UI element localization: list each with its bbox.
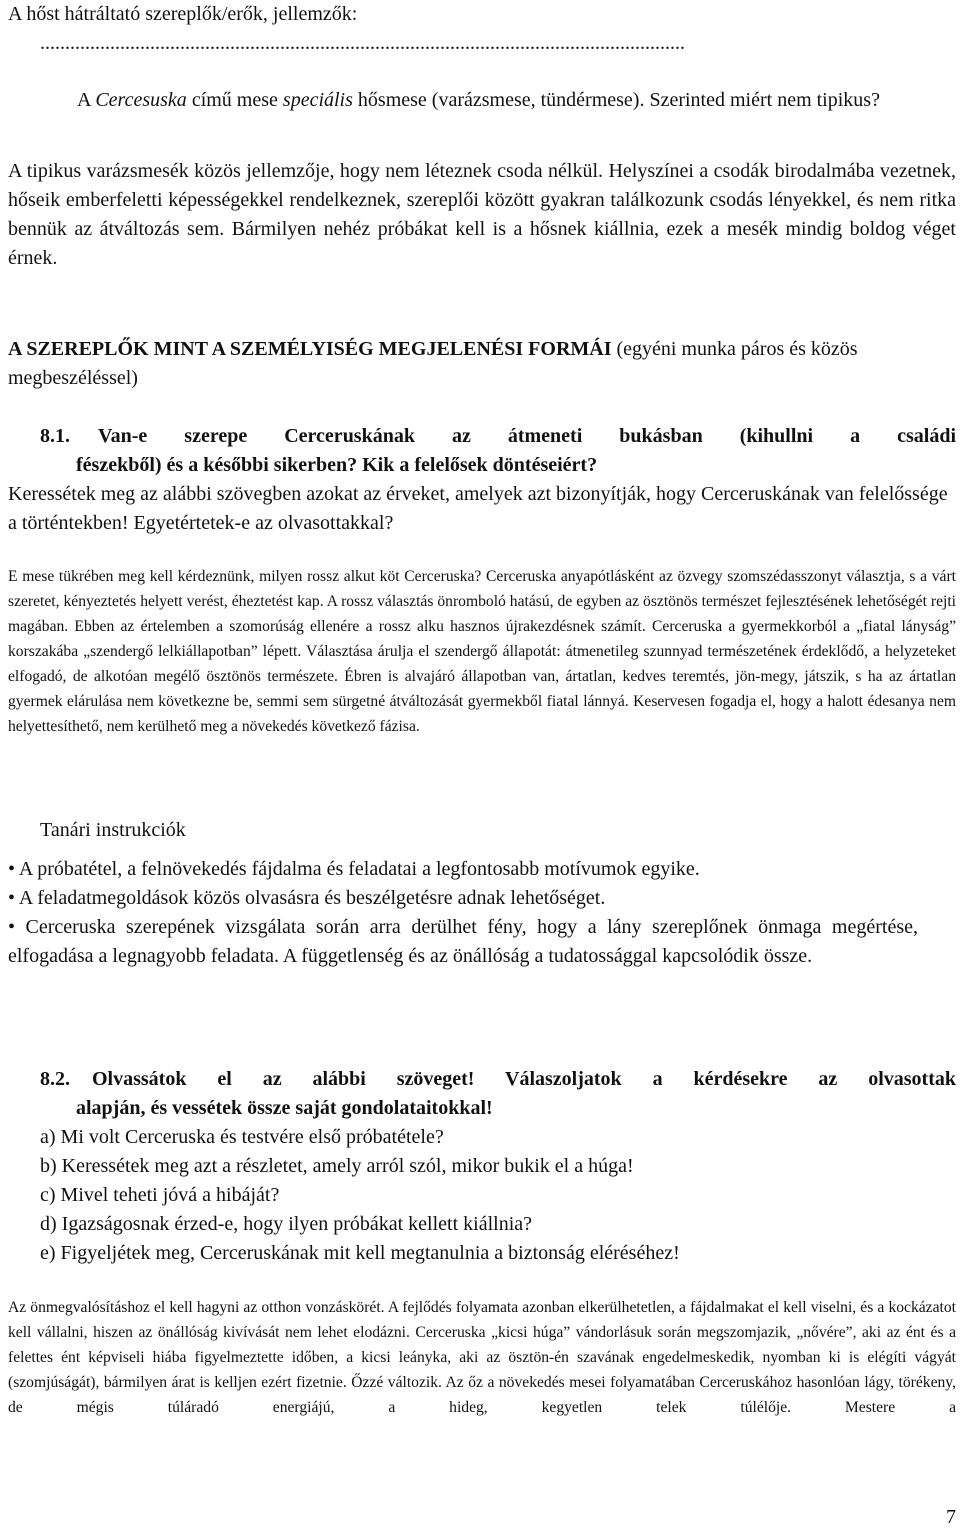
task-8-2-title (40, 1065, 956, 1123)
reading-passage-2: Az önmegvalósításhoz el kell hagyni az otthon vonzáskörét. A fejlődés folyamata azonban elkerülhetetlen, a fájdalmakat el kell viselni, és a kockázatot kell vállalni, hiszen az önállóság kivívását nem lehet elodázni. Cerceruska „kicsi húga” vándorlásuk során megszomjazik, „nővére”, aki az ént és a felettes ént képviseli hiába figyelmeztette időben, a kicsi leányka, aki az ösztön-én szavának engedelmeskedik, nyomban ki is elégíti vágyát (szomjúságát), bármilyen árat is kelljen ezért fizetnie. Őzzé változik. Az őz a növekedés mesei folyamatában Cerceruskához hasonlóan lágy, törékeny, de mégis túláradó energiájú, a hideg, kegyetlen telek túlélője. Mestere a (8, 1299, 956, 1416)
task-8-1-number: 8.1. (40, 425, 70, 447)
section-heading-bold: A SZEREPLŐK MINT A SZEMÉLYISÉG MEGJELENÉSI FORMÁI (8, 338, 612, 360)
question-item: d) Igazságosnak érzed-e, hogy ilyen próbákat kellett kiállnia? (40, 1213, 533, 1235)
special-word: speciális (282, 89, 353, 111)
teacher-instructions-heading: Tanári instrukciók (40, 819, 186, 841)
bullet-marker: • (8, 858, 16, 880)
typical-tales-paragraph: A tipikus varázsmesék közös jellemzője, hogy nem léteznek csoda nélkül. Helyszínei a csodák birodalmába vezetnek, hőseik emberfeletti képességekkel rendelkeznek, szereplői között gyakran találkozunk csodás lényekkel, és nem ritka bennük az átváltozás sem. Bármilyen nehéz próbákat kell is a hősnek kiállnia, ezek a mesék mindig boldog véget érnek. (8, 160, 956, 269)
task-8-2-number: 8.2. (40, 1068, 70, 1090)
question-item: e) Figyeljétek meg, Cerceruskának mit kell megtanulnia a biztonság eléréséhez! (40, 1242, 680, 1264)
task-8-1-title-line2: fészekből) és a későbbi sikerben? Kik a felelősek döntéseiért? (76, 454, 598, 476)
task-8-2-title-line2: alapján, és vessétek össze saját gondolataitokkal! (76, 1097, 493, 1119)
task-8-1-instruction: Keressétek meg az alábbi szövegben azokat az érveket, amelyek azt bizonyítják, hogy Cerceruskának van felelőssége a történtekben! Egyetértetek-e az olvasottakkal? (8, 483, 948, 534)
dotted-answer-line: ................................................................................................................................. (40, 32, 685, 54)
bullet-marker: • (8, 916, 16, 938)
question-text-b: című mese (186, 89, 283, 111)
task-8-1-title-line1: Van-e szerepe Cerceruskának az átmeneti bukásban (kihullni a családi (98, 425, 956, 447)
teacher-instructions-list (8, 855, 918, 971)
instruction-bullet (8, 884, 918, 913)
reading-passage-1: E mese tükrében meg kell kérdeznünk, milyen rossz alkut köt Cerceruska? Cerceruska anyapótlásként az özvegy szomszédasszonyt választja, s a várt szeretet, kényeztetés helyett verést, éheztetést kap. A rossz választás önromboló hatású, de egyben az ösztönös természet fejlesztésének lehetőségét rejti magában. Ebben az értelemben a szomorúság ellenére a rossz alku hasznos újrakezdésnek számít. Cerceruska a gyermekkorból a „fiatal lányság” korszakába „szendergő lelkiállapotban” lépett. Választása árulja el szendergő állapotát: átmenetileg szunnyad természetének érdeklődő, a helyzeteket elfogadó, de alkotóan megélő ösztönös természete. Ébren is alvajáró állapotban van, ártatlan, kedves teremtés, jön-megy, játszik, s ha az ártatlan gyermek elárulása nem következne be, semmi sem sürgetné átváltozását gyermekből fiatal lánnyá. Keservesen fogadja el, hogy a halott édesanya nem helyettesíthető, nem kerülhető meg a növekedés következő fázisa. (8, 568, 956, 735)
antagonists-heading: A hőst hátráltató szereplők/erők, jellemzők: (8, 3, 358, 25)
question-text-a: A (77, 89, 96, 111)
bullet-text: A feladatmegoldások közös olvasásra és beszélgetésre adnak lehetőséget. (18, 887, 606, 909)
tale-title: Cercesuska (95, 89, 187, 111)
section-heading (8, 335, 956, 393)
question-text-c: hősmese (varázsmese, tündérmese). Szerinted miért nem tipikus? (352, 89, 880, 111)
bullet-text: Cerceruska szerepének vizsgálata során arra derülhet fény, hogy a lány szereplőnek önmaga megértése, elfogadása a legnagyobb feladata. A függetlenség és az önállóság a tudatossággal kapcsolódik össze. (8, 916, 919, 967)
bullet-marker: • (8, 887, 16, 909)
question-item: b) Keressétek meg azt a részletet, amely arról szól, mikor bukik el a húga! (40, 1155, 634, 1177)
instruction-bullet (8, 913, 918, 971)
task-8-2-title-line1: Olvassátok el az alábbi szöveget! Válaszoljatok a kérdésekre az olvasottak (92, 1068, 956, 1090)
question-item: c) Mivel teheti jóvá a hibáját? (40, 1184, 280, 1206)
bullet-text: A próbatétel, a felnövekedés fájdalma és feladatai a legfontosabb motívumok egyike. (18, 858, 700, 880)
question-item: a) Mi volt Cerceruska és testvére első próbatétele? (40, 1126, 444, 1148)
instruction-bullet (8, 855, 918, 884)
cercesuska-question (77, 86, 957, 115)
task-8-2-questions (40, 1123, 956, 1268)
task-8-1-title (40, 422, 956, 480)
section-heading-note: (egyéni munka páros és közös megbeszéléssel) (8, 338, 858, 389)
page-number: 7 (946, 1506, 956, 1528)
